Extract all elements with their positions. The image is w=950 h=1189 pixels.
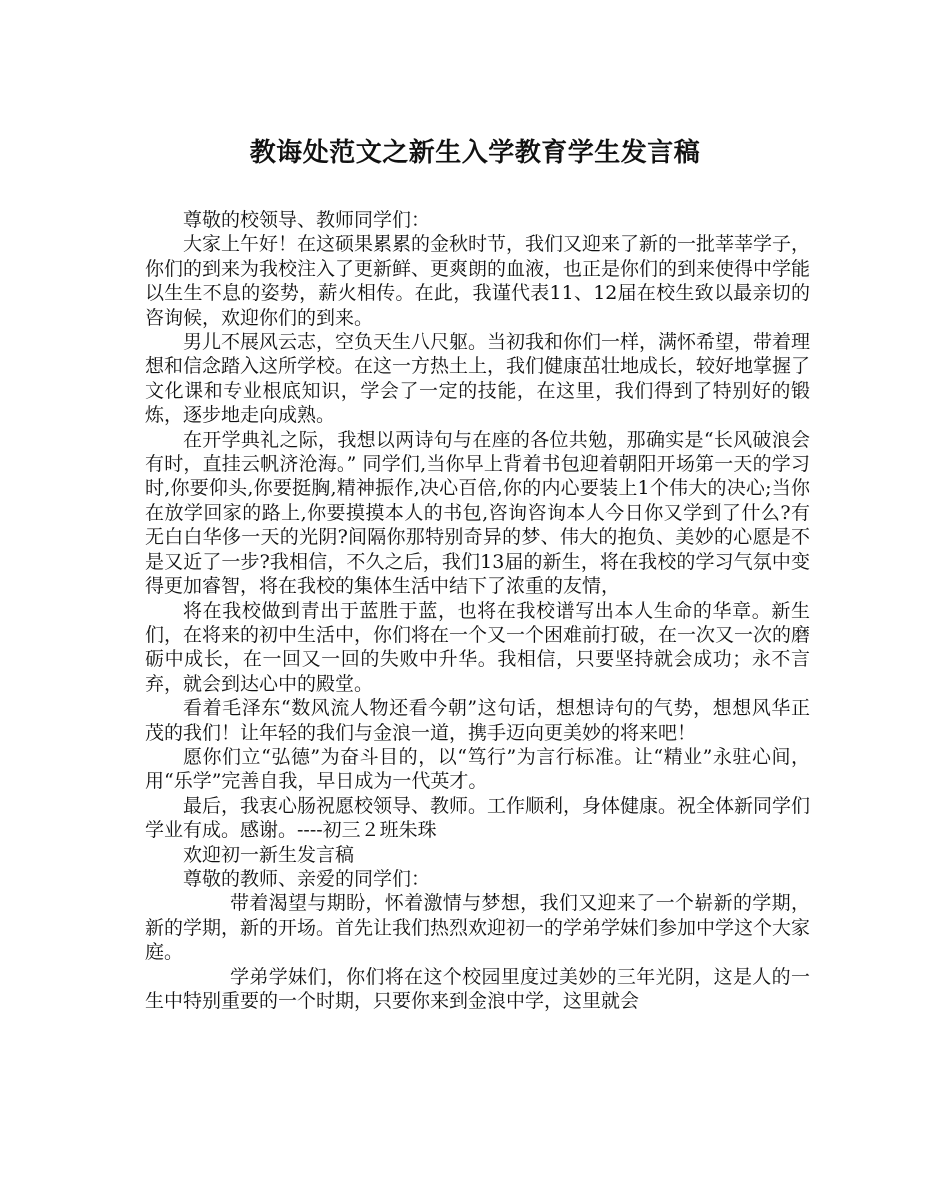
paragraph: 在开学典礼之际，我想以两诗句与在座的各位共勉，那确实是“长风破浪会有时，直挂云帆济沧海。” 同学们,当你早上背着书包迎着朝阳开场第一天的学习时,你要仰头,你要挺胸,精神振作,决心百倍,你的内心要装上1个伟大的决心;当你在放学回家的路上,你要摸摸本人的书包,咨询咨询本人今日你又学到了什么?有无白白华侈一天的光阴?间隔你那特别奇异的梦、伟大的抱负、美妙的心愿是不是又近了一步?我相信，不久之后，我们13届的新生，将在我校的学习气氛中变得更加睿智，将在我校的集体生活中结下了浓重的友情，	[145, 428, 810, 598]
document-body	[145, 208, 810, 1013]
paragraph: 带着渴望与期盼，怀着激情与梦想，我们又迎来了一个崭新的学期，新的学期，新的开场。首先让我们热烈欢迎初一的学弟学妹们参加中学这个大家庭。	[145, 892, 811, 964]
paragraph-salutation: 尊敬的教师、亲爱的同学们：	[183, 867, 431, 890]
paragraph-signature: 最后，我衷心肠祝愿校领导、教师。工作顺利，身体健康。祝全体新同学们学业有成。感谢。----初三２班朱珠	[145, 794, 811, 842]
paragraph: 学弟学妹们，你们将在这个校园里度过美妙的三年光阴，这是人的一生中特别重要的一个时期，只要你来到金浪中学，这里就会	[145, 965, 810, 1012]
document-title: 教诲处范文之新生入学教育学生发言稿	[249, 138, 701, 168]
paragraph: 将在我校做到青出于蓝胜于蓝，也将在我校谱写出本人生命的华章。新生们，在将来的初中生活中，你们将在一个又一个困难前打破，在一次又一次的磨砺中成长，在一回又一回的失败中升华。我相信，只要坚持就会成功；永不言弃，就会到达心中的殿堂。	[145, 599, 811, 695]
paragraph: 愿你们立“弘德”为奋斗目的，以“笃行”为言行标准。让“精业”永驻心间，用“乐学”完善自我，早日成为一代英才。	[145, 745, 810, 793]
section-heading: 欢迎初一新生发言稿	[183, 843, 355, 866]
paragraph: 大家上午好！在这硕果累累的金秋时节，我们又迎来了新的一批莘莘学子，你们的到来为我校注入了更新鲜、更爽朗的血液，也正是你们的到来使得中学能以生生不息的姿势，薪火相传。在此，我谨代表11、12届在校生致以最亲切的咨询候，欢迎你们的到来。	[145, 233, 811, 329]
paragraph: 看着毛泽东“数风流人物还看今朝”这句话，想想诗句的气势，想想风华正茂的我们！让年轻的我们与金浪一道，携手迈向更美妙的将来吧！	[145, 697, 810, 744]
paragraph-salutation: 尊敬的校领导、教师同学们：	[183, 209, 431, 231]
paragraph: 男儿不展风云志，空负天生八尺躯。当初我和你们一样，满怀希望，带着理想和信念踏入这所学校。在这一方热土上，我们健康茁壮地成长，较好地掌握了文化课和专业根底知识，学会了一定的技能，在这里，我们得到了特别好的锻炼，逐步地走向成熟。	[145, 331, 811, 427]
